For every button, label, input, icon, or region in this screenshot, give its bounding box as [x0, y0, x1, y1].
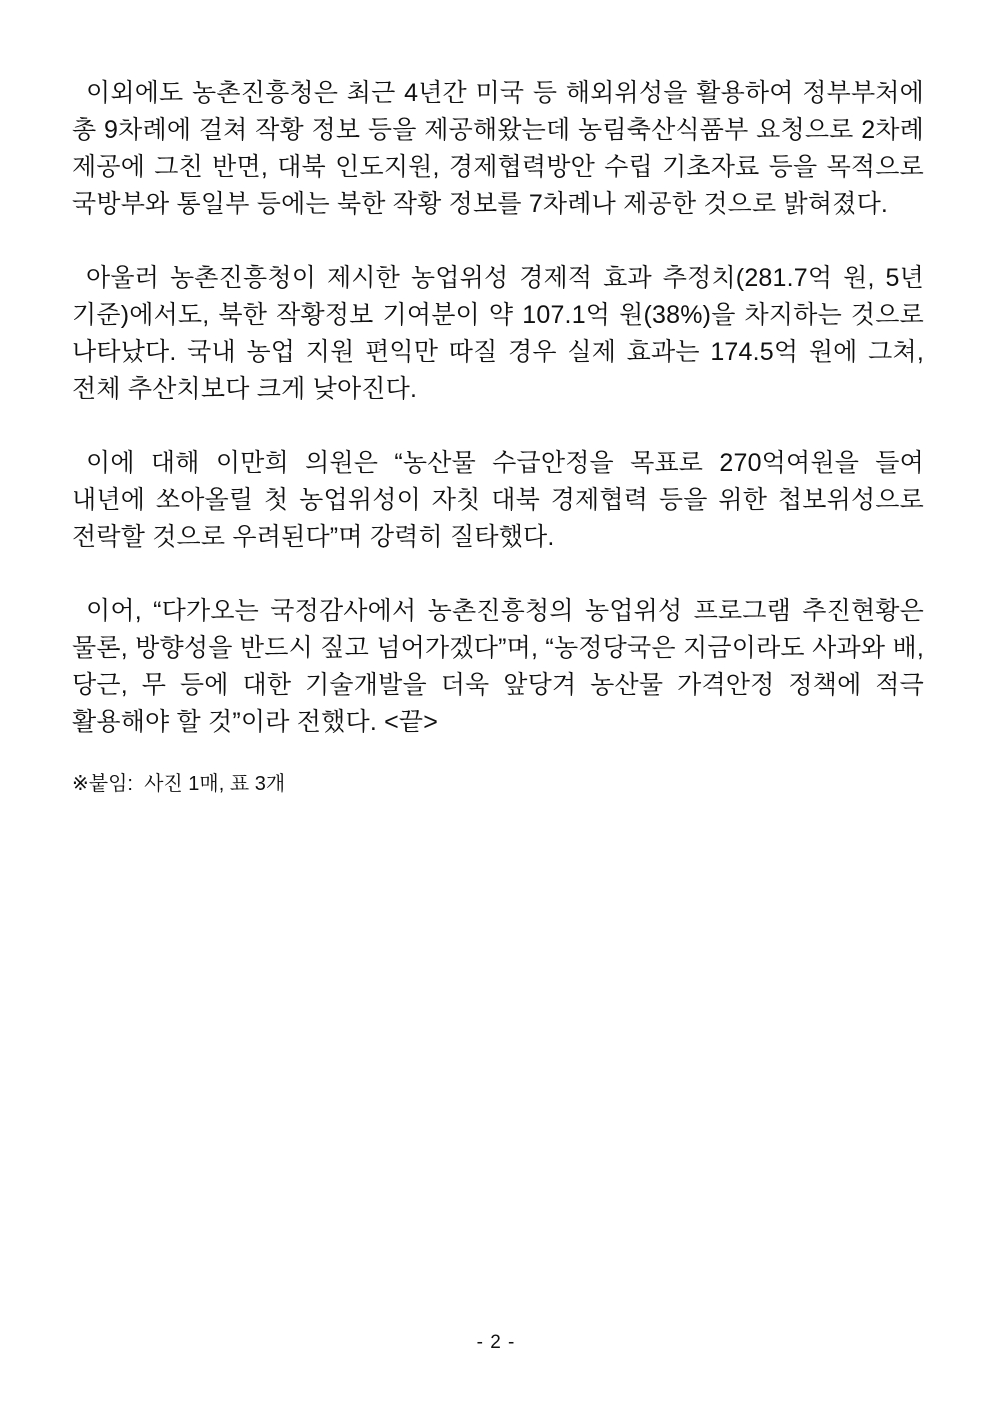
- body-paragraph-4: 이어, “다가오는 국정감사에서 농촌진흥청의 농업위성 프로그램 추진현황은 물론, 방향성을 반드시 짚고 넘어가겠다”며, “농정당국은 지금이라도 사과와 배, 당근, 무 등에 대한 기술개발을 더욱 앞당겨 농산물 가격안정 정책에 적극 활용해야 할 것”이라 전했다. <끝>: [72, 597, 924, 736]
- body-paragraph-2: 아울러 농촌진흥청이 제시한 농업위성 경제적 효과 추정치(281.7억 원, 5년 기준)에서도, 북한 작황정보 기여분이 약 107.1억 원(38%)을 차지하는 것으로 나타났다. 국내 농업 지원 편익만 따질 경우 실제 효과는 174.5억 원에 그쳐, 전체 추산치보다 크게 낮아진다.: [72, 264, 924, 403]
- page-number: - 2 -: [476, 1332, 516, 1353]
- document-body: [72, 75, 924, 798]
- attachment-note: ※붙임: 사진 1매, 표 3개: [72, 773, 286, 795]
- body-paragraph-1: 이외에도 농촌진흥청은 최근 4년간 미국 등 해외위성을 활용하여 정부부처에 총 9차례에 걸쳐 작황 정보 등을 제공해왔는데 농림축산식품부 요청으로 2차례 제공에 그친 반면, 대북 인도지원, 경제협력방안 수립 기초자료 등을 목적으로 국방부와 통일부 등에는 북한 작황 정보를 7차례나 제공한 것으로 밝혀졌다.: [72, 79, 924, 218]
- body-paragraph-3: 이에 대해 이만희 의원은 “농산물 수급안정을 목표로 270억여원을 들여 내년에 쏘아올릴 첫 농업위성이 자칫 대북 경제협력 등을 위한 첩보위성으로 전락할 것으로 우려된다”며 강력히 질타했다.: [72, 449, 924, 551]
